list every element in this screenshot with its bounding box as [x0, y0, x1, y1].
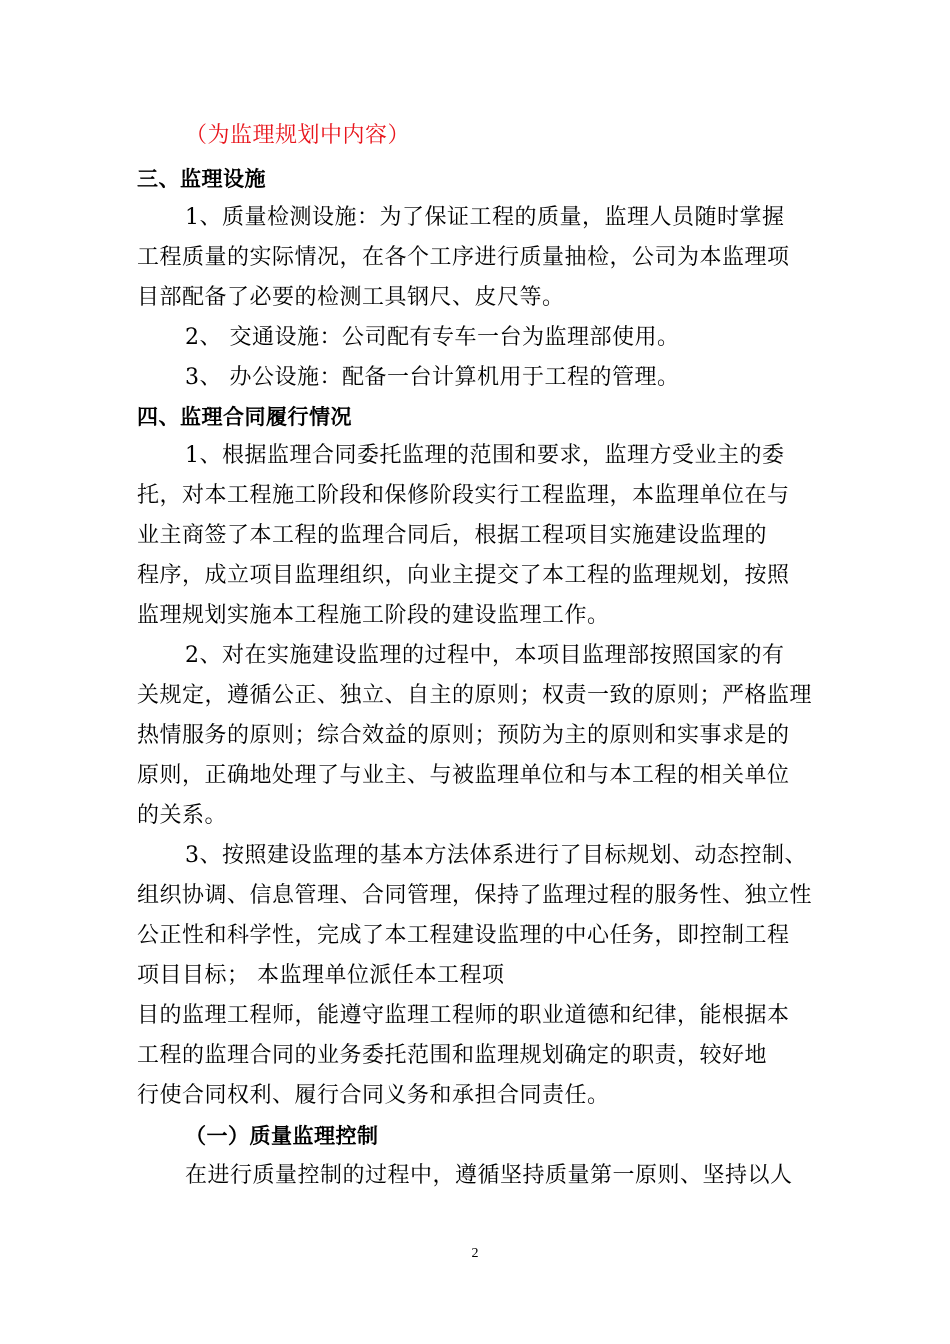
subsection-heading-1: （一）质量监理控制 [185, 1124, 379, 1148]
paragraph-line: 在进行质量控制的过程中，遵循坚持质量第一原则、坚持以人 [185, 1163, 793, 1188]
paragraph-line: 原则，正确地处理了与业主、与被监理单位和与本工程的相关单位 [137, 763, 790, 788]
paragraph-line: 工程质量的实际情况，在各个工序进行质量抽检，公司为本监理项 [137, 245, 790, 270]
paragraph-line: 公正性和科学性，完成了本工程建设监理的中心任务，即控制工程 [137, 923, 790, 948]
paragraph-line: 项目目标； 本监理单位派任本工程项 [137, 963, 505, 988]
paragraph-line: 目的监理工程师，能遵守监理工程师的职业道德和纪律，能根据本 [137, 1003, 790, 1028]
section-heading-4: 四、监理合同履行情况 [137, 405, 352, 429]
paragraph-line: 2、对在实施建设监理的过程中，本项目监理部按照国家的有 [185, 643, 785, 668]
section-heading-3: 三、监理设施 [137, 167, 266, 191]
paragraph-line: 目部配备了必要的检测工具钢尺、皮尺等。 [137, 285, 565, 310]
paragraph-line: 业主商签了本工程的监理合同后，根据工程项目实施建设监理的 [137, 523, 768, 548]
paragraph-line: 2、 交通设施：公司配有专车一台为监理部使用。 [185, 325, 680, 350]
paragraph-line: 行使合同权利、履行合同义务和承担合同责任。 [137, 1083, 610, 1108]
paragraph-line: 关规定，遵循公正、独立、自主的原则；权责一致的原则；严格监理 [137, 683, 813, 708]
page-number: 2 [471, 1246, 479, 1261]
paragraph-line: 3、按照建设监理的基本方法体系进行了目标规划、动态控制、 [185, 843, 807, 868]
paragraph-line: 监理规划实施本工程施工阶段的建设监理工作。 [137, 603, 610, 628]
paragraph-line: 工程的监理合同的业务委托范围和监理规划确定的职责，较好地 [137, 1043, 768, 1068]
paragraph-line: 3、 办公设施：配备一台计算机用于工程的管理。 [185, 365, 680, 390]
paragraph-line: 1、根据监理合同委托监理的范围和要求，监理方受业主的委 [185, 443, 785, 468]
paragraph-line: 组织协调、信息管理、合同管理，保持了监理过程的服务性、独立性 [137, 883, 813, 908]
note-red: （为监理规划中内容） [185, 123, 411, 148]
paragraph-line: 的关系。 [137, 803, 228, 828]
paragraph-line: 1、质量检测设施：为了保证工程的质量，监理人员随时掌握 [185, 205, 785, 230]
paragraph-line: 程序，成立项目监理组织，向业主提交了本工程的监理规划，按照 [137, 563, 790, 588]
paragraph-line: 托，对本工程施工阶段和保修阶段实行工程监理，本监理单位在与 [137, 483, 790, 508]
paragraph-line: 热情服务的原则；综合效益的原则；预防为主的原则和实事求是的 [137, 723, 790, 748]
